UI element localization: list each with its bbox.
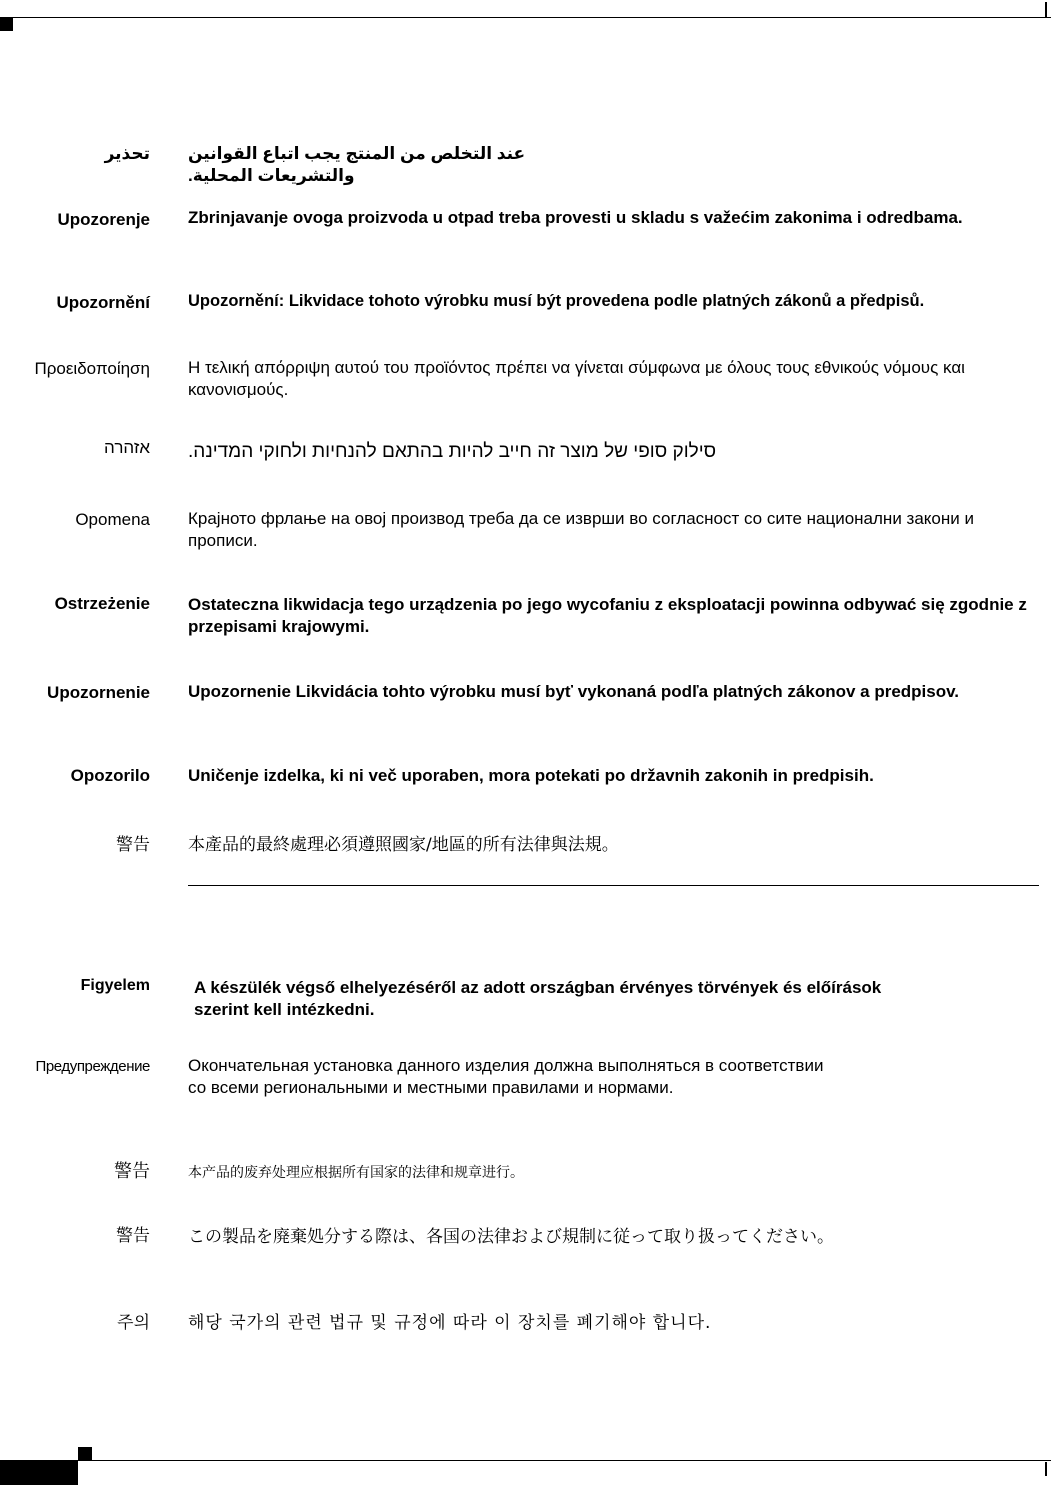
warning-label: تحذير	[104, 144, 150, 163]
warning-label: Upozorenje	[57, 210, 150, 229]
warning-label: אזהרה	[104, 438, 150, 457]
warning-label: Upozornenie	[47, 683, 150, 702]
warning-label: 주의	[117, 1313, 150, 1333]
warning-text: この製品を廃棄処分する際は、各国の法律および規制に従って取り扱ってください。	[188, 1227, 834, 1247]
warning-label: Opomena	[75, 510, 150, 529]
warning-label: 警告	[114, 1161, 150, 1182]
warning-text: Upozornění: Likvidace tohoto výrobku musí být provedena podle platných zákonů a předpisů.	[188, 292, 925, 310]
warning-label: Upozornění	[56, 293, 150, 312]
bottom-rule	[0, 1460, 1051, 1461]
warning-text: Ostateczna likwidacja tego urządzenia po jego wycofaniu z eksploatacji powinna odbywać się zgodnie z przepisami krajowymi.	[188, 595, 1027, 636]
top-right-tick	[1045, 2, 1047, 18]
warning-label: Ostrzeżenie	[54, 594, 150, 613]
warning-label: Figyelem	[80, 977, 150, 994]
warning-label: Предупреждение	[35, 1058, 150, 1075]
warning-text: Окончательная установка данного изделия должна выполняться в соответствии со всеми региональными и местными правилами и нормами.	[188, 1056, 824, 1097]
top-rule	[0, 17, 1051, 18]
warning-text: 本产品的废弃处理应根据所有国家的法律和规章进行。	[188, 1165, 524, 1181]
warning-text: Крајното фрлање на овој производ треба да се изврши во согласност со сите национални закони и прописи.	[188, 509, 974, 550]
warning-text: Η τελική απόρριψη αυτού του προϊόντος πρέπει να γίνεται σύμφωνα με όλους τους εθνικούς νόμους και κανονισμούς.	[188, 358, 965, 399]
section-divider	[188, 885, 1039, 886]
warning-label: Opozorilo	[70, 766, 150, 785]
bottom-corner-mark	[78, 1447, 92, 1460]
warning-text: A készülék végső elhelyezéséről az adott országban érvényes törvények és előírások szerint kell intézkedni.	[194, 978, 882, 1019]
bottom-right-tick	[1045, 1462, 1047, 1476]
warning-label: Προειδοποίηση	[34, 359, 150, 378]
warning-text: 本產品的最終處理必須遵照國家/地區的所有法律與法規。	[188, 835, 619, 855]
warning-label: 警告	[116, 1226, 150, 1246]
warning-text: 해당 국가의 관련 법규 및 규정에 따라 이 장치를 폐기해야 합니다.	[188, 1313, 712, 1333]
warning-text: סילוק סופי של מוצר זה חייב להיות בהתאם להנחיות ולחוקי המדינה.	[188, 441, 717, 462]
top-corner-mark	[0, 18, 13, 31]
warning-text: عند التخلص من المنتج يجب اتباع القوانين والتشريعات المحلية.	[188, 144, 526, 185]
bottom-left-bar	[0, 1461, 78, 1485]
warning-text: Uničenje izdelka, ki ni več uporaben, mora potekati po državnih zakonih in predpisih.	[188, 766, 874, 785]
warning-text: Upozornenie Likvidácia tohto výrobku musí byť vykonaná podľa platných zákonov a predpisov.	[188, 682, 960, 701]
warning-text: Zbrinjavanje ovoga proizvoda u otpad treba provesti u skladu s važećim zakonima i odredbama.	[188, 208, 963, 227]
warning-label: 警告	[116, 835, 150, 855]
